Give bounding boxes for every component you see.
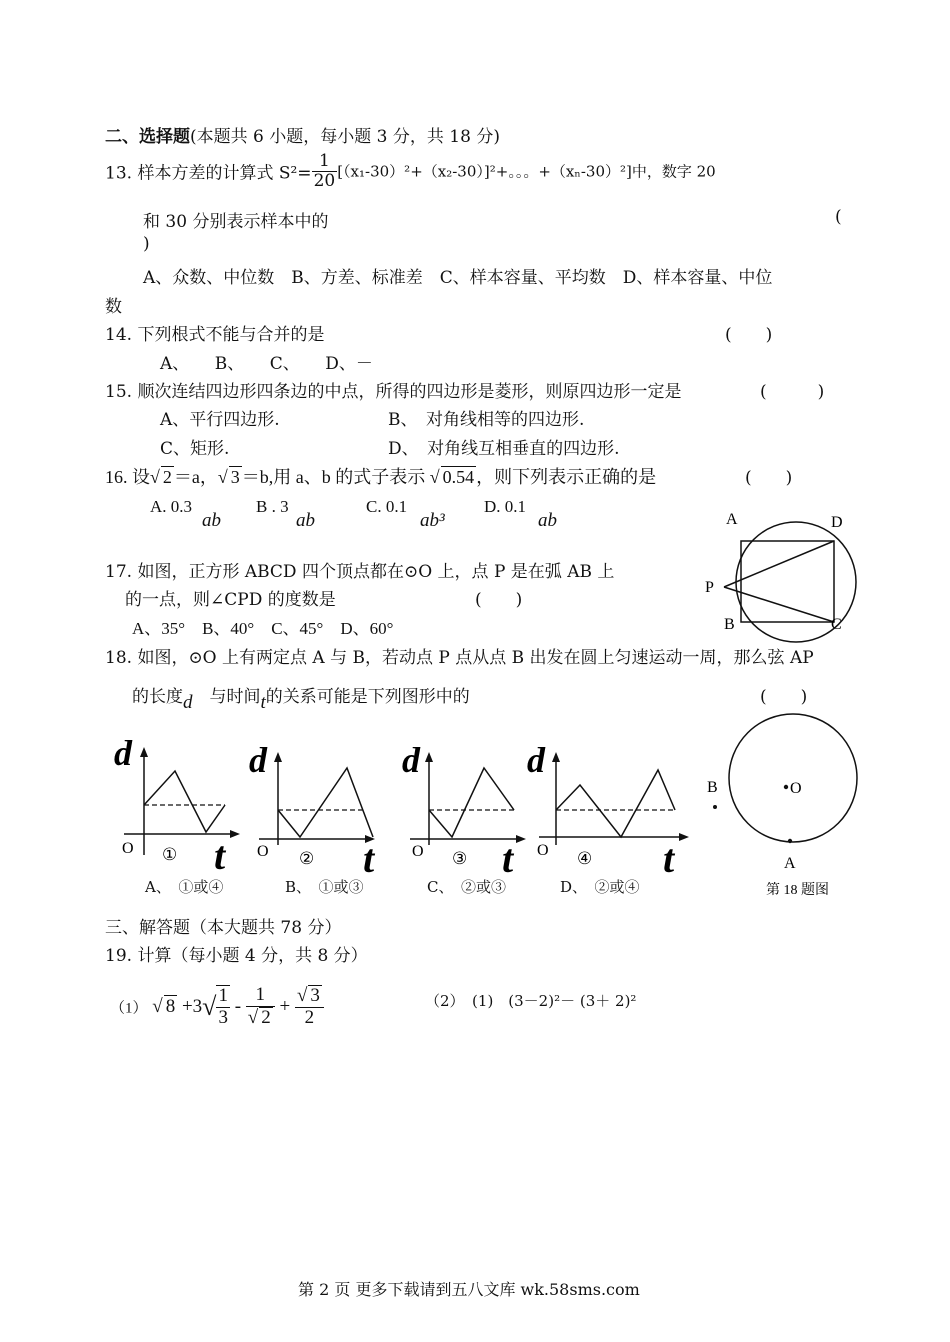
graph1-axis-d: d xyxy=(114,733,132,773)
q18-line2 xyxy=(132,682,470,713)
section-title-text: 二、选择题 xyxy=(105,127,190,147)
graph3-origin: O xyxy=(412,843,424,860)
q19-minus: - xyxy=(234,995,242,1017)
q17-square xyxy=(741,541,834,622)
q14-options: A、 B、 C、 D、－ xyxy=(160,354,373,374)
q15-option-d: D、 对角线互相垂直的四边形. xyxy=(388,439,620,459)
q18-label-b: B xyxy=(707,779,718,796)
q13-lead: 13. 样本方差的计算式 S²= xyxy=(105,163,312,184)
q18-graph-2 xyxy=(245,740,385,880)
q18-circle xyxy=(729,714,857,842)
q18-stem: 18. 如图，⊙O 上有两定点 A 与 B，若动点 P 点从点 B 出发在圆上匀速运动一周，那么弦 AP xyxy=(105,648,814,668)
q15-option-a: A、平行四边形. xyxy=(160,410,280,430)
footer: 第 2 页 更多下载请到五八文库 wk.58sms.com xyxy=(298,1280,640,1299)
graph4-axis-t: t xyxy=(663,836,675,881)
q13-frac-den: 20 xyxy=(313,170,336,191)
q18-line2a: 的长度 xyxy=(132,687,183,707)
q16-option-d: D. 0.1 xyxy=(484,497,527,516)
q16-p2: ＝a， xyxy=(173,467,218,487)
graph3-axis-t: t xyxy=(502,836,514,881)
q19-f-den: 3 xyxy=(218,1006,228,1028)
q16-p3: ＝b,用 a、b 的式子表示 xyxy=(241,467,426,487)
q18-circle-figure xyxy=(700,710,870,898)
q18-option-b: B、 ①或③ xyxy=(285,878,364,896)
section-title xyxy=(105,122,500,147)
graph2-axis-t: t xyxy=(363,836,375,881)
q19-h-num-wrap: √ 3 xyxy=(295,985,324,1008)
q16-root054: 0.54 xyxy=(442,467,475,487)
graph4-label: ④ xyxy=(577,849,593,868)
q13-line1 xyxy=(105,152,716,190)
q18-var-t: t xyxy=(260,692,266,713)
q16-option-c-ab3: ab³ xyxy=(420,510,445,531)
q13-frac-num: 1 xyxy=(312,152,338,172)
q18-graph-4 xyxy=(525,740,700,880)
q19-frac-root3-2 xyxy=(295,985,324,1029)
graph2-label: ② xyxy=(299,849,315,868)
q19-plus1: +3 xyxy=(181,995,203,1017)
q13-options: A、众数、中位数 B、方差、标准差 C、样本容量、平均数 D、样本容量、中位 xyxy=(143,268,773,288)
graph1-label: ① xyxy=(162,845,178,864)
q15-paren: ( ) xyxy=(760,382,825,402)
q17-label-d: D xyxy=(831,514,843,531)
q16-option-a-ab: ab xyxy=(202,510,221,531)
graph3-axis-d: d xyxy=(402,740,420,780)
q16-p1: 16. 设 xyxy=(105,467,150,487)
q18-label-o: O xyxy=(790,780,802,797)
q19-frac-1-root2 xyxy=(246,985,275,1029)
graph1-origin: O xyxy=(122,840,134,857)
q18-line2c: 的关系可能是下列图形中的 xyxy=(265,687,470,707)
q18-var-d: d xyxy=(183,692,193,713)
q18-label-a: A xyxy=(784,855,796,872)
q18-paren: ( ) xyxy=(760,687,808,707)
q19-g-den: 2 xyxy=(261,1006,271,1028)
q16-option-b-ab: ab xyxy=(296,510,315,531)
q13-line2: 和 30 分别表示样本中的 xyxy=(143,212,329,232)
q13-paren-close: ) xyxy=(143,234,150,254)
q18-line2b: 与时间 xyxy=(209,687,261,707)
q19-h-den: 2 xyxy=(304,1006,315,1028)
q19-root8: 8 xyxy=(165,996,176,1018)
q19-g-den-wrap: √ 2 xyxy=(247,1006,271,1028)
q19-frac-1-3 xyxy=(216,985,230,1029)
q19-p1-label: （1） xyxy=(110,1000,148,1017)
q13-options-wrap: 数 xyxy=(105,297,122,317)
q13-rest: [（x₁-30）²+（x₂-30）]²+。。。+（xₙ-30）²]中，数字 20 xyxy=(337,162,716,181)
q17-figure xyxy=(700,505,870,635)
q16-paren: ( ) xyxy=(745,468,793,488)
q13-fraction xyxy=(312,152,338,190)
q15-stem: 15. 顺次连结四边形四条边的中点，所得的四边形是菱形，则原四边形一定是 xyxy=(105,382,682,402)
q17-label-b: B xyxy=(724,616,735,633)
q15-option-c: C、矩形. xyxy=(160,439,230,459)
graph4-origin: O xyxy=(537,842,549,859)
q16-option-d-ab: ab xyxy=(538,510,557,531)
q17-label-a: A xyxy=(726,511,738,528)
q18-caption: 第 18 题图 xyxy=(766,883,829,898)
q16-root3: 3 xyxy=(230,467,240,487)
graph1-axis-t: t xyxy=(214,833,226,878)
q15-option-b: B、 对角线相等的四边形. xyxy=(388,410,585,430)
q18-graph-3 xyxy=(392,740,532,880)
q19-part1: （1） √ 8 +3√ $\frac{1}{3}$ - $\frac{1}{√ 2}$ + $\frac{√ 3}{2}$ xyxy=(110,985,324,1029)
q16-option-b: B . 3 xyxy=(256,497,289,516)
graph2-axis-d: d xyxy=(249,740,267,780)
q16-p4: ，则下列表示正确的是 xyxy=(476,467,657,487)
q19-h-num: 3 xyxy=(310,985,320,1006)
q19-part2: （2） (1) (3－2)²－ (3＋ 2)² xyxy=(425,992,637,1010)
q18-option-d: D、 ②或④ xyxy=(560,878,640,896)
section-note: (本题共 6 小题，每小题 3 分，共 18 分) xyxy=(190,127,500,147)
graph4-axis-d: d xyxy=(527,740,545,780)
graph2-origin: O xyxy=(257,843,269,860)
q17-label-c: C xyxy=(831,616,842,633)
q16-root2: 2 xyxy=(162,467,172,487)
q19-plus2: + xyxy=(279,995,291,1017)
graph3-label: ③ xyxy=(452,849,468,868)
q18-option-c: C、 ②或③ xyxy=(427,878,506,896)
q17-stem: 17. 如图，正方形 ABCD 四个顶点都在⊙O 上，点 P 是在弧 AB 上 xyxy=(105,562,615,582)
q16-stem: 16. 设√ 2 ＝a，√ 3 ＝b,用 a、b 的式子表示 √ 0.54 ，则下列表示正确的是 xyxy=(105,467,657,487)
q17-options: A、35° B、40° C、45° D、60° xyxy=(132,619,394,638)
q16-option-c: C. 0.1 xyxy=(366,497,408,516)
q18-graph-1 xyxy=(110,733,250,878)
q16-option-a: A. 0.3 xyxy=(150,497,193,516)
q13-paren-open: ( xyxy=(835,207,842,227)
q14-stem: 14. 下列根式不能与合并的是 xyxy=(105,325,325,345)
q19-stem: 19. 计算（每小题 4 分，共 8 分） xyxy=(105,946,368,966)
q18-option-a: A、 ①或④ xyxy=(145,878,224,896)
section3-title: 三、解答题（本大题共 78 分） xyxy=(105,918,342,938)
q17-label-p: P xyxy=(705,579,714,596)
q14-paren: ( ) xyxy=(725,325,773,345)
q19-g-num: 1 xyxy=(246,985,275,1007)
q17-paren: ( ) xyxy=(475,590,523,610)
q17-line2: 的一点，则∠CPD 的度数是 xyxy=(125,590,336,610)
q19-f-num: 1 xyxy=(218,985,228,1006)
